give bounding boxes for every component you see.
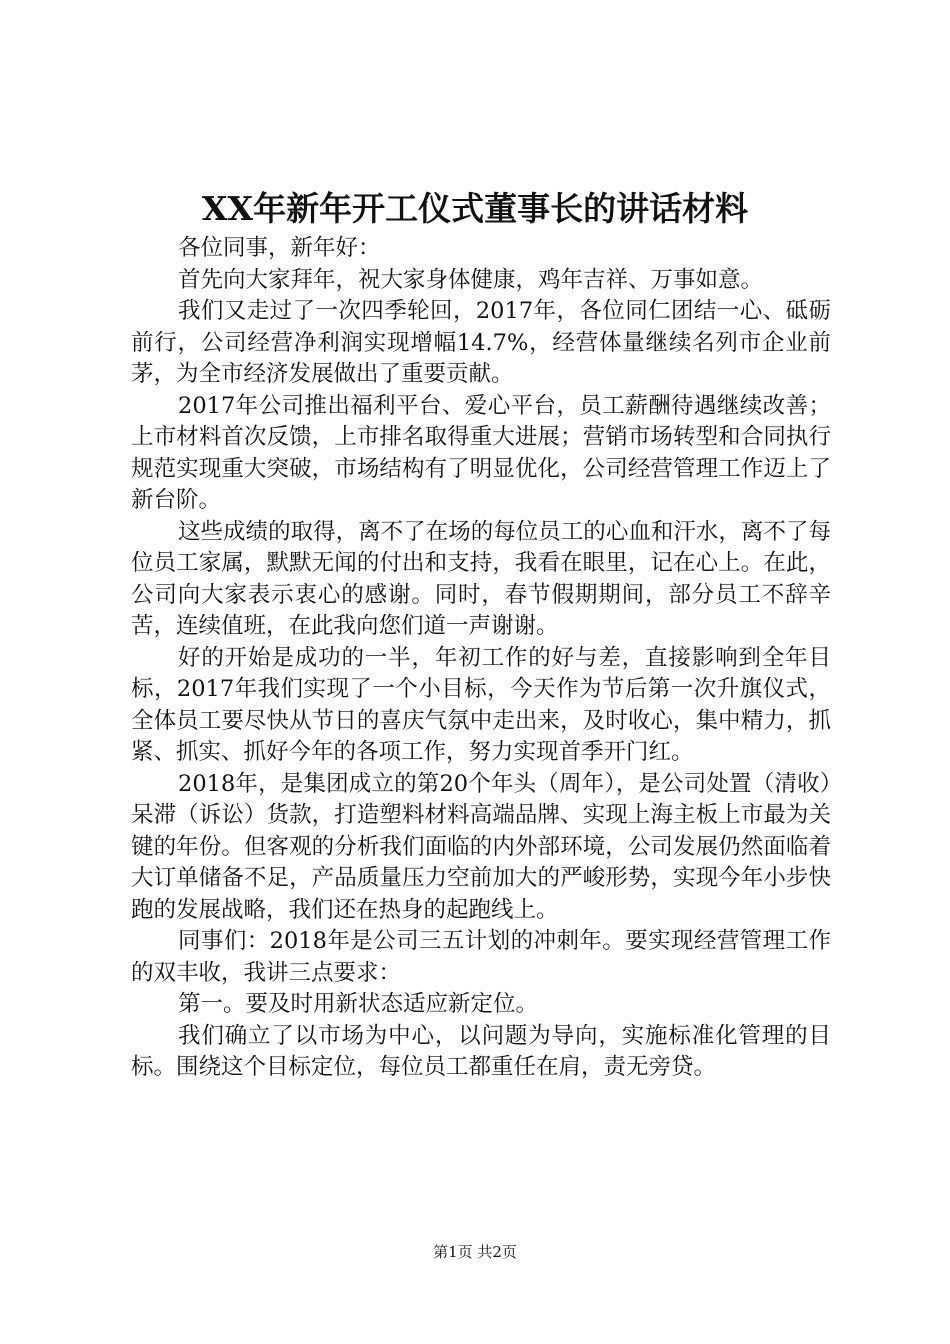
paragraph-2018-outlook: 2018年，是集团成立的第20个年头（周年），是公司处置（清收）呆滞（诉讼）货款，打造塑料材料高端品牌、实现上海主板上市最为关键的年份。但客观的分析我们面临的内外部环境，公司发展仍然面临着大订单储备不足，产品质量压力空前加大的严峻形势，实现今年小步快跑的发展战略，我们还在热身的起跑线上。	[131, 770, 831, 923]
paragraph-2017-achievements: 2017年公司推出福利平台、爱心平台，员工薪酬待遇继续改善；上市材料首次反馈，上市排名取得重大进展；营销市场转型和合同执行规范实现重大突破，市场结构有了明显优化，公司经营管理工作迈上了新台阶。	[131, 392, 831, 513]
paragraph-new-year-wishes: 首先向大家拜年，祝大家身体健康，鸡年吉祥、万事如意。	[178, 266, 764, 293]
document-body	[131, 233, 831, 1084]
paragraph-thanks: 这些成绩的取得，离不了在场的每位员工的心血和汗水，离不了每位员工家属，默默无闻的付出和支持，我看在眼里，记在心上。在此，公司向大家表示衷心的感谢。同时，春节假期期间，部分员工不辞辛苦，连续值班，在此我向您们道一声谢谢。	[131, 518, 831, 639]
paragraph-first-requirement: 第一。要及时用新状态适应新定位。	[178, 991, 539, 1017]
page-number-footer: 第1页 共2页	[433, 1243, 517, 1261]
paragraph-market-goal: 我们确立了以市场为中心，以问题为导向，实施标准化管理的目标。围绕这个目标定位，每位员工都重任在肩，责无旁贷。	[131, 1022, 831, 1080]
document-title: XX年新年开工仪式董事长的讲话材料	[201, 189, 749, 228]
paragraph-2017-review: 我们又走过了一次四季轮回，2017年，各位同仁团结一心、砥砺前行，公司经营净利润实现增幅14.7%，经营体量继续名列市企业前茅，为全市经济发展做出了重要贡献。	[131, 298, 831, 387]
paragraph-greeting: 各位同事，新年好：	[178, 235, 381, 261]
paragraph-good-start: 好的开始是成功的一半，年初工作的好与差，直接影响到全年目标，2017年我们实现了一个小目标，今天作为节后第一次升旗仪式，全体员工要尽快从节日的喜庆气氛中走出来，及时收心，集中精力，抓紧、抓实、抓好今年的各项工作，努力实现首季开门红。	[131, 644, 831, 765]
paragraph-three-requirements: 同事们：2018年是公司三五计划的冲刺年。要实现经营管理工作的双丰收，我讲三点要求：	[131, 928, 831, 986]
